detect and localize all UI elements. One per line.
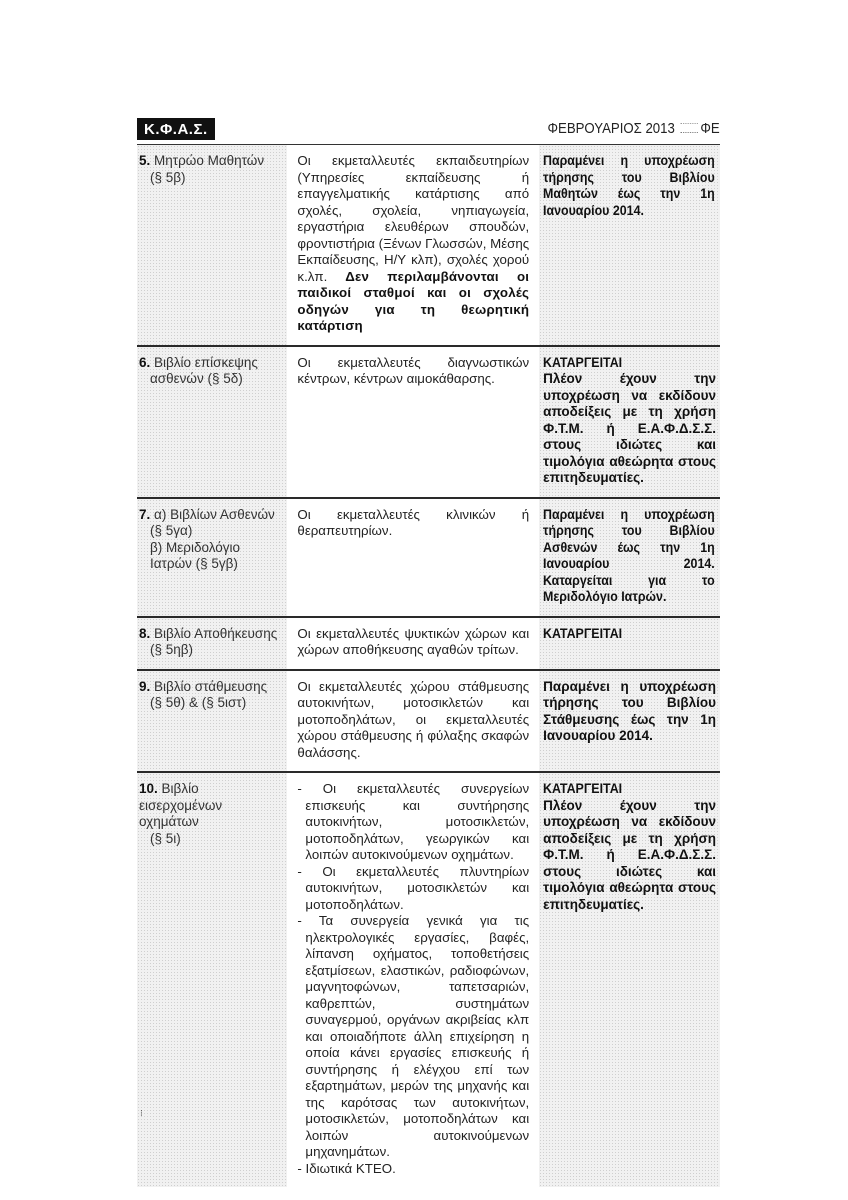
book-article: Ιατρών (§ 5γβ) [150,556,238,571]
status-title: ΚΑΤΑΡΓΕΙΤΑΙ [543,625,623,641]
operators-cell [287,499,539,616]
operators-cell [287,347,539,497]
operators-cell [287,618,539,669]
book-article: (§ 5θ) & (§ 5ιστ) [150,695,247,710]
book-name: Βιβλίο στάθμευσης [154,678,268,694]
operators-cell [287,145,539,345]
status-cell [539,618,720,669]
status-text: Παραμένει η υποχρέωση τήρησης του Βιβλίου Μαθητών έως την 1η Ιανουαρίου 2014. [543,153,715,218]
status-cell [539,671,720,772]
book-name: Βιβλίο εισερχομένων οχημάτων [139,781,223,829]
status-text: Πλέον έχουν την υποχρέωση να εκδίδουν αποδείξεις με τη χρήση Φ.Τ.Μ. ή Ε.Α.Φ.Δ.Σ.Σ. στους ιδιώτες και τιμολόγια αθεώρητα στους επιτηδευματίες. [543,797,716,912]
status-cell [539,499,720,616]
operators-bullet: - Οι εκμεταλλευτές πλυντηρίων αυτοκινήτων, μοτοσικλετών και μοτοποδηλάτων. [297,863,530,912]
page-header [137,118,720,145]
status-title: ΚΑΤΑΡΓΕΙΤΑΙ [543,781,623,796]
operators-note: Δεν περιλαμβάνονται οι παιδικοί σταθμοί και οι σχολές οδηγών για τη θεωρητική κατάρτιση [297,268,530,333]
book-article: (§ 5ι) [150,830,181,846]
operators-bullet: - Τα συνεργεία γενικά για τις ηλεκτρολογικές εργασίες, βαφές, λίπανση οχήματος, τοποθετήσεις εξατμίσεων, ελαστικών, ραδιοφώνων, μαγνητοφώνων, ταπετσαριών, καθρεπτών, συστημάτων συναγερμού, οργάνων ακριβείας κλπ και οποιαδήποτε άλλη επιχείρηση η οποία κάνει εργασίες επισκευής ή συντήρησης ή ελέγχου επί των εξαρτημάτων, μερών της μηχανής και της καρότσας των αυτοκινήτων, μοτοσικλετών, μοτοποδηλάτων και λοιπών αυτοκινούμενων μηχανημάτων. [297,913,530,1159]
status-title: ΚΑΤΑΡΓΕΙΤΑΙ [543,354,623,370]
publication-brand: Κ.Φ.Α.Σ. [137,118,215,140]
status-text: Παραμένει η υποχρέωση τήρησης του Βιβλίου Στάθμευσης έως την 1η Ιανουαρίου 2014. [543,678,716,743]
status-cell [539,347,720,497]
table-row [137,145,720,347]
operators-text: Οι εκμεταλλευτές χώρου στάθμευσης αυτοκινήτων, μοτοσικλετών και μοτοποδηλάτων, οι εκμεταλλευτές χώρου στάθμευσης ή φύλαξης σκαφών θαλάσσης. [297,678,530,760]
issue-date: ΦΕΒΡΟΥΑΡΙΟΣ 2013 [547,120,676,137]
status-text: Παραμένει η υποχρέωση τήρησης του Βιβλίου Ασθενών έως την 1η Ιανουαρίου 2014. Καταργείται για το Μεριδολόγιο Ιατρών. [543,506,715,604]
book-name: Βιβλίο επίσκεψης [154,354,258,370]
table-row [137,499,720,618]
operators-text: Οι εκμεταλλευτές διαγνωστικών κέντρων, κέντρων αιμοκάθαρσης. [297,354,530,386]
operators-text: Οι εκμεταλλευτές ψυκτικών χώρων και χώρων αποθήκευσης αγαθών τρίτων. [297,625,530,657]
book-article: (§ 5β) [150,169,186,185]
table-row [137,671,720,774]
book-cell [137,499,287,616]
book-name: Βιβλίο Αποθήκευσης [154,625,278,641]
row-number: 5. [139,153,151,168]
document-page [137,118,720,1187]
book-name: α) Βιβλίων Ασθενών [154,506,275,522]
book-cell [137,671,287,772]
row-number: 8. [139,625,151,641]
book-cell [137,773,287,1187]
row-number: 10. [139,781,158,796]
book-article: (§ 5γα) [150,523,193,538]
operators-bullet: - Ιδιωτικά ΚΤΕΟ. [297,1160,396,1176]
book-article: ασθενών (§ 5δ) [150,371,243,386]
table-row [137,618,720,671]
operators-text: Οι εκμεταλλευτές εκπαιδευτηρίων (Υπηρεσίες εκπαίδευσης ή επαγγελματικής κατάρτισης από σχολές, σχολεία, νηπιαγωγεία, εργαστήρια ελευθέρων σπουδών, φροντιστήρια (Ξένων Γλωσσών, Μέσης Εκπαίδευσης, Η/Υ κλπ), σχολές χορού κ.λπ. [297,153,530,284]
book-cell [137,618,287,669]
operators-cell [287,671,539,772]
table-row [137,347,720,499]
status-cell [539,145,720,345]
book-name: β) Μεριδολόγιο [150,539,241,555]
row-number: 7. [139,506,151,522]
scan-artifact: ⁝ [140,1108,143,1118]
book-cell [137,145,287,345]
status-cell [539,773,720,1187]
issue-label [548,120,720,137]
status-text: Πλέον έχουν την υποχρέωση να εκδίδουν αποδείξεις με τη χρήση Φ.Τ.Μ. ή Ε.Α.Φ.Δ.Σ.Σ. στους ιδιώτες και τιμολόγια αθεώρητα στους επιτηδευματίες. [543,371,716,485]
book-name: Μητρώο Μαθητών [154,153,265,168]
operators-bullet: - Οι εκμεταλλευτές συνεργείων επισκευής και συντήρησης αυτοκινήτων, μοτοσικλετών, μοτοποδηλάτων, γεωργικών και λοιπών αυτοκινούμενων οχημάτων. [297,781,530,862]
operators-text: Οι εκμεταλλευτές κλινικών ή θεραπευτηρίων. [297,506,530,538]
books-table [137,145,720,1187]
row-number: 6. [139,354,151,370]
operators-cell [287,773,539,1187]
row-number: 9. [139,678,151,694]
book-cell [137,347,287,497]
issue-suffix: ΦΕ [700,120,720,137]
table-row [137,773,720,1187]
book-article: (§ 5ηβ) [150,642,194,657]
publisher-logo-icon [680,123,698,133]
